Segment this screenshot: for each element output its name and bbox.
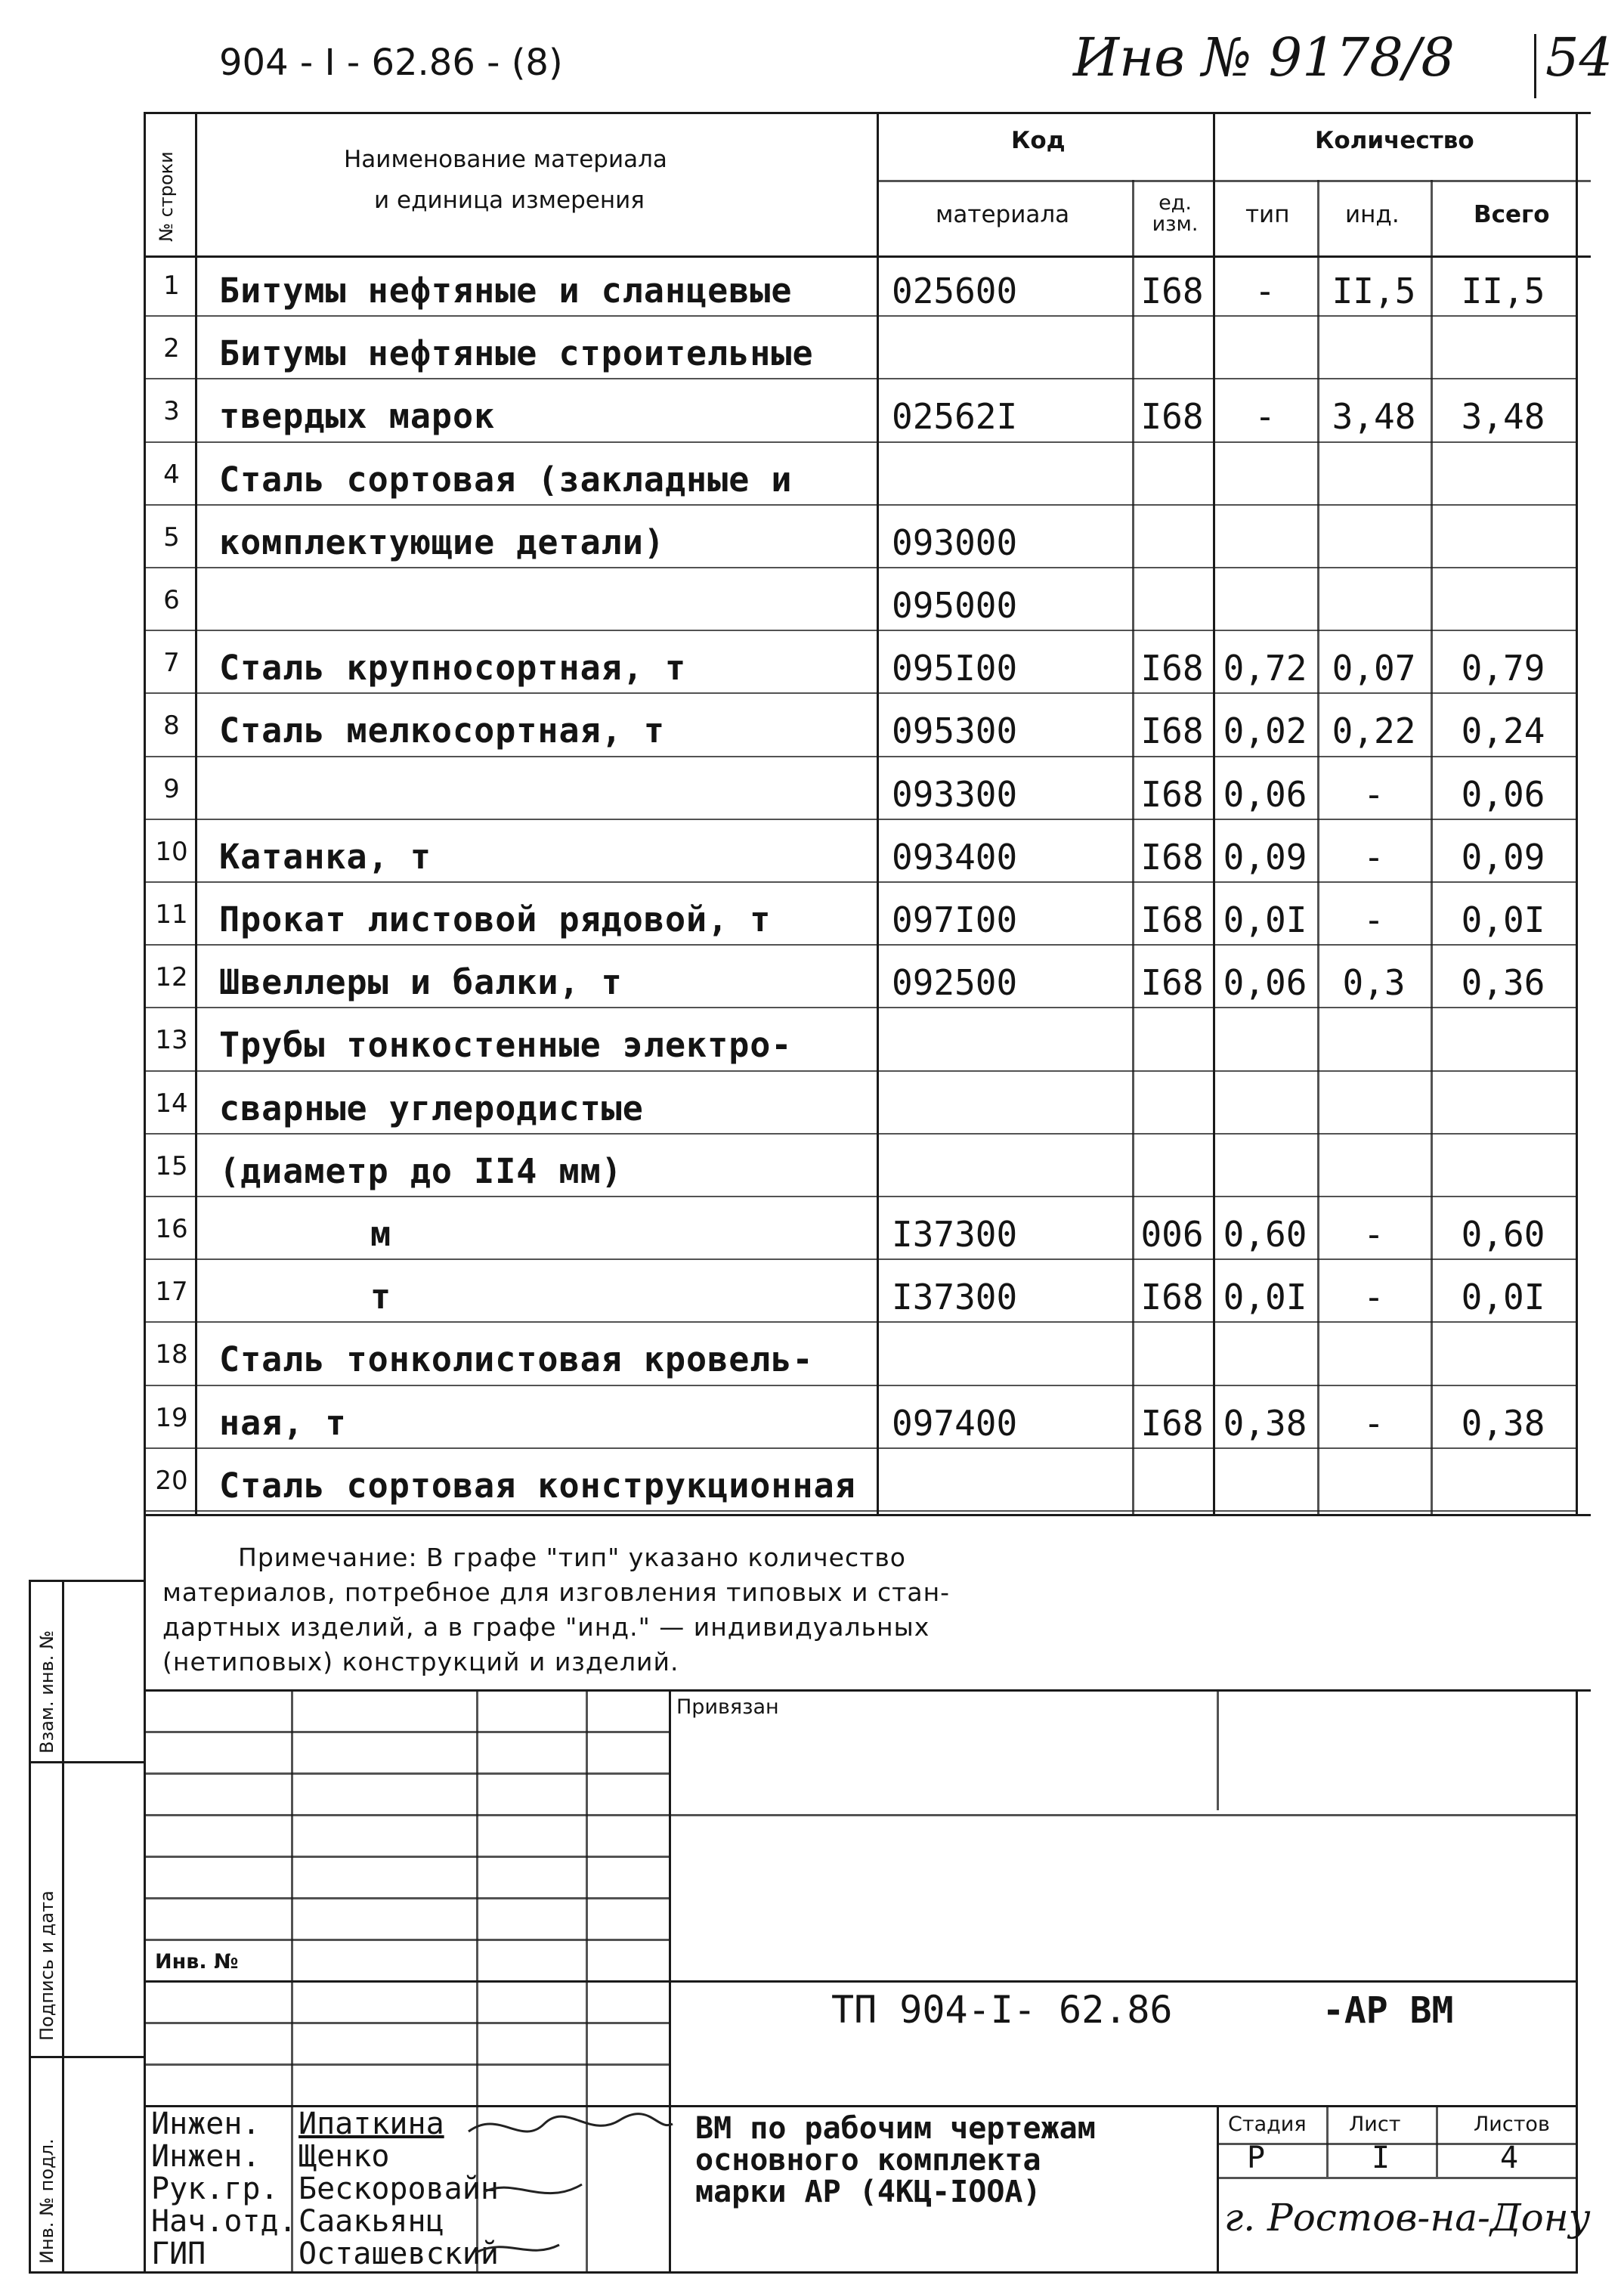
row-12-code: 092500 [892,962,1018,1004]
row-separator [144,630,1576,631]
row-19-name: ная, т [219,1402,347,1443]
row-9-ind: - [1363,773,1384,815]
row-11-total: 0,0I [1461,899,1545,940]
row-1-typ: - [1254,271,1276,311]
row-11-name: Прокат листовой рядовой, т [219,899,772,940]
stage-value: Р [1247,2141,1266,2175]
row-separator [144,944,1576,946]
note-line: матеpиалов, потребное для изговления типовых и стан- [162,1577,951,1607]
row-17-unit: I68 [1140,1277,1204,1318]
row-4-name: Сталь сортовая (закладные и [219,459,793,500]
row-1-code: 025600 [892,271,1018,311]
row-8-n: 8 [163,710,180,741]
row-12-ind: 0,3 [1342,962,1406,1004]
row-10-unit: I68 [1140,836,1204,878]
title-line: основного комплекта [695,2143,1041,2178]
row-separator [144,1133,1576,1135]
title-line: марки АР (4КЦ-IOOA) [695,2175,1041,2209]
row-16-unit: 006 [1140,1214,1204,1255]
row-10-typ: 0,09 [1223,836,1307,878]
row-10-ind: - [1363,836,1384,878]
row-separator [144,1447,1576,1449]
row-18-n: 18 [155,1339,188,1370]
stage-label: Стадия [1228,2113,1307,2136]
row-9-typ: 0,06 [1223,773,1307,815]
document-mark: -АР ВМ [1322,1989,1454,2032]
row-16-code: I37300 [892,1214,1018,1255]
name-3: Бескоровайн [299,2172,499,2206]
row-7-name: Сталь крупносортная, т [219,648,687,689]
note [162,1540,950,1679]
row-9-n: 9 [163,773,180,804]
inv-no-label: Инв. № [155,1950,239,1974]
row-separator [144,315,1576,317]
row-11-code: 097I00 [892,899,1018,940]
row-14-name: сварные углеродистые [219,1088,644,1128]
row-3-code: 02562I [892,396,1018,438]
row-17-ind: - [1363,1277,1384,1318]
row-11-ind: - [1363,899,1384,940]
row-3-typ: - [1254,396,1276,438]
name-header-line2: и единица измерения [374,187,645,214]
row-separator [144,881,1576,883]
signature-scribble [453,2101,680,2268]
document-title [695,2113,1096,2208]
row-17-name: т [370,1277,392,1317]
row-1-total: II,5 [1461,271,1545,311]
code-material-header: материала [936,201,1070,228]
privyazan-label: Привязан [676,1695,779,1719]
row-13-n: 13 [155,1025,188,1056]
row-10-name: Катанка, т [219,836,432,877]
row-separator [144,567,1576,568]
row-17-code: I37300 [892,1277,1018,1318]
row-16-n: 16 [155,1214,188,1244]
row-11-typ: 0,0I [1223,899,1307,940]
inventory-number: Инв № 9178/8 [1073,26,1455,88]
row-3-unit: I68 [1140,396,1204,438]
note-line: дартных изделий, а в графе "инд." — индивидуальных [162,1612,930,1642]
title-line: ВМ по рабочим чертежам [695,2111,1096,2146]
city: г. Ростов-на-Дону [1224,2196,1591,2240]
role-1: Инжен. [151,2107,261,2141]
role-4: Нач.отд. [151,2204,297,2239]
row-12-unit: I68 [1140,962,1204,1004]
row-separator [144,1510,1576,1512]
row-5-code: 093000 [892,522,1018,563]
row-4-n: 4 [163,459,180,490]
row-3-ind: 3,48 [1332,396,1416,438]
row-9-total: 0,06 [1461,773,1545,815]
row-separator [144,756,1576,757]
row-separator [144,441,1576,443]
row-20-name: Сталь сортовая конструкционная [219,1465,856,1506]
row-15-name: (диаметр до II4 мм) [219,1150,623,1191]
side-vzam-label: Взам. инв. № [36,1630,57,1754]
note-line: Примечание: В графе "тип" указано количество [238,1543,906,1572]
role-5: ГИП [151,2237,206,2271]
row-12-n: 12 [155,962,188,993]
code-unit-header: ед. изм. [1152,191,1199,236]
row-3-total: 3,48 [1461,396,1545,438]
row-6-code: 095000 [892,585,1018,626]
side-signature-label: Подпись и дата [36,1890,57,2041]
row-8-total: 0,24 [1461,710,1545,752]
row-11-unit: I68 [1140,899,1204,940]
sheet-value: I [1372,2141,1390,2175]
row-17-total: 0,0I [1461,1277,1545,1318]
row-separator [144,1007,1576,1008]
name-2: Щенко [299,2139,390,2174]
row-separator [144,819,1576,820]
row-1-unit: I68 [1140,271,1204,311]
row-19-unit: I68 [1140,1402,1204,1444]
sheets-label: Листов [1474,2113,1550,2136]
name-header-line1: Наименование материала [344,146,667,173]
row-10-n: 10 [155,836,188,867]
row-19-code: 097400 [892,1402,1018,1444]
quantity-header: Количество [1315,127,1474,154]
qty-type-header: тип [1245,201,1290,228]
row-12-name: Швеллеры и балки, т [219,962,623,1003]
row-19-n: 19 [155,1402,188,1433]
row-16-total: 0,60 [1461,1214,1545,1255]
side-inv-label: Инв. № подл. [36,2138,57,2264]
row-2-n: 2 [163,333,180,364]
row-7-total: 0,79 [1461,648,1545,689]
name-4: Саакьянц [299,2204,444,2239]
row-17-n: 17 [155,1277,188,1308]
sheet-label: Лист [1349,2113,1401,2136]
row-separator [144,1385,1576,1386]
row-8-ind: 0,22 [1332,710,1416,752]
row-16-ind: - [1363,1214,1384,1255]
row-8-typ: 0,02 [1223,710,1307,752]
page-number: 54 [1545,26,1613,88]
row-7-ind: 0,07 [1332,648,1416,689]
doc-code: 904 - I - 62.86 - (8) [219,42,563,84]
row-5-n: 5 [163,522,180,553]
row-separator [144,504,1576,506]
sheets-value: 4 [1500,2141,1519,2175]
name-5: Осташевский [299,2237,499,2271]
row-10-code: 093400 [892,836,1018,878]
row-8-name: Сталь мелкосортная, т [219,710,665,751]
row-separator [144,1258,1576,1260]
row-17-typ: 0,0I [1223,1277,1307,1318]
row-16-name: м [370,1214,392,1254]
project-code: ТП 904-I- 62.86 [831,1988,1173,2032]
row-7-n: 7 [163,648,180,679]
row-3-name: твердых марок [219,396,496,437]
row-separator [144,1196,1576,1197]
row-6-n: 6 [163,585,180,615]
row-19-total: 0,38 [1461,1402,1545,1444]
row-7-code: 095I00 [892,648,1018,689]
row-8-unit: I68 [1140,710,1204,752]
row-10-total: 0,09 [1461,836,1545,878]
row-9-unit: I68 [1140,773,1204,815]
role-2: Инжен. [151,2139,261,2174]
code-header: Код [1011,127,1066,154]
row-15-n: 15 [155,1150,188,1181]
row-9-code: 093300 [892,773,1018,815]
qty-total-header: Всего [1474,201,1550,228]
row-1-ind: II,5 [1332,271,1416,311]
row-16-typ: 0,60 [1223,1214,1307,1255]
row-1-n: 1 [163,271,180,301]
row-5-name: комплектующие детали) [219,522,665,562]
row-11-n: 11 [155,899,188,930]
name-1: Ипаткина [299,2107,444,2141]
row-2-name: Битумы нефтяные строительные [219,333,814,374]
qty-ind-header: инд. [1345,201,1400,228]
row-14-n: 14 [155,1088,188,1119]
row-number-header: № строки [156,151,177,242]
row-18-name: Сталь тонколистовая кровель- [219,1339,814,1380]
row-20-n: 20 [155,1465,188,1496]
row-3-n: 3 [163,396,180,427]
row-12-total: 0,36 [1461,962,1545,1004]
row-7-unit: I68 [1140,648,1204,689]
role-3: Рук.гр. [151,2172,279,2206]
row-separator [144,378,1576,379]
row-7-typ: 0,72 [1223,648,1307,689]
row-13-name: Трубы тонкостенные электро- [219,1025,793,1066]
row-separator [144,1070,1576,1072]
note-line: (нетиповых) конструкций и изделий. [162,1647,679,1676]
row-12-typ: 0,06 [1223,962,1307,1004]
row-8-code: 095300 [892,710,1018,752]
row-1-name: Битумы нефтяные и сланцевые [219,271,793,311]
row-separator [144,1321,1576,1323]
row-19-typ: 0,38 [1223,1402,1307,1444]
row-separator [144,692,1576,694]
row-19-ind: - [1363,1402,1384,1444]
